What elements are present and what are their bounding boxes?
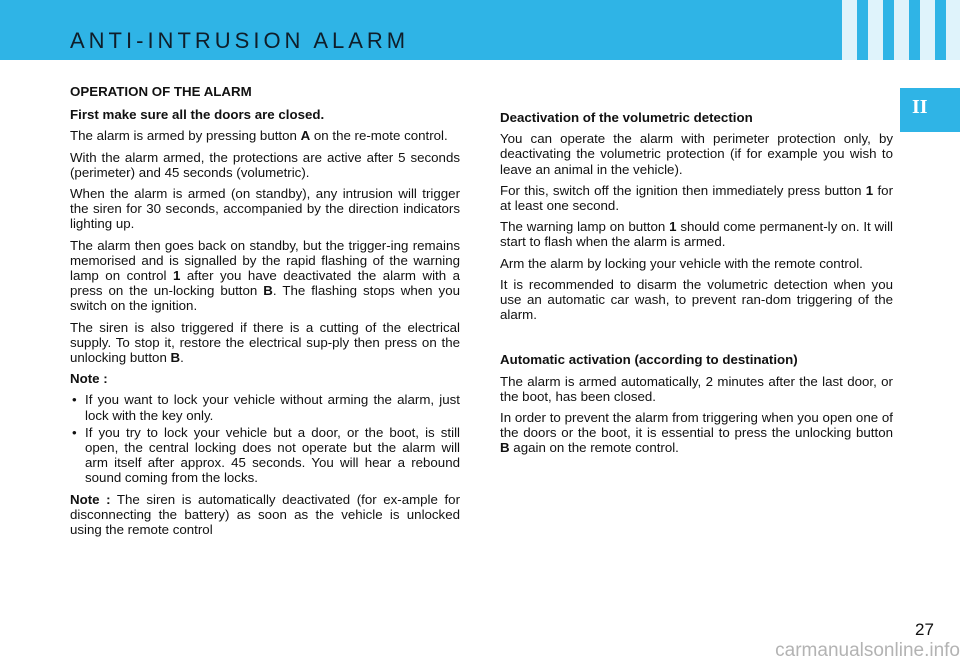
paragraph-warning-lamp: The warning lamp on button 1 should come permanent-ly on. It will start to flash when the alarm is armed.	[500, 219, 893, 250]
header-stripes-decoration	[830, 0, 960, 60]
automatic-heading: Automatic activation (according to destination)	[500, 352, 798, 368]
section-spacer	[500, 328, 893, 352]
operation-subheading: First make sure all the doors are closed.	[70, 107, 325, 123]
section-tab	[900, 88, 960, 132]
right-column	[500, 110, 893, 462]
deactivation-heading: Deactivation of the volumetric detection	[500, 110, 753, 125]
paragraph-perimeter-only: You can operate the alarm with perimeter protection only, by deactivating the volumetric protection (if for example you wish to leave an animal in the vehicle).	[500, 131, 893, 177]
paragraph-press-button: For this, switch off the ignition then immediately press button 1 for at least one second.	[500, 182, 893, 214]
paragraph-power-cut: The siren is also triggered if there is a cutting of the electrical supply. To stop it, restore the electrical sup-ply then press on the unlocking button B.	[70, 319, 460, 366]
paragraph-auto-armed: The alarm is armed automatically, 2 minutes after the last door, or the boot, has been closed.	[500, 373, 893, 404]
paragraph-arming: The alarm is armed by pressing button A on the re-mote control.	[70, 128, 448, 144]
paragraph-standby: The alarm then goes back on standby, but the trigger-ing remains memorised and is signalled by the rapid flashing of the warning lamp on control 1 after you have deactivated the alarm with a press on the un-locking button B. The flashing stops when you switch on the ignition.	[70, 237, 460, 314]
list-item: • If you want to lock your vehicle without arming the alarm, just lock with the key only.	[70, 392, 460, 422]
paragraph-prevent-trigger: In order to prevent the alarm from triggering when you open one of the doors or the boot, it is essential to press the unlocking button B again on the remote control.	[500, 410, 893, 456]
section-tab-label: II	[912, 96, 928, 118]
notes-list	[70, 392, 460, 485]
paragraph-car-wash: It is recommended to disarm the volumetric detection when you use an automatic car wash, to prevent ran-dom triggering of the alarm.	[500, 276, 893, 323]
page-number: 27	[915, 620, 934, 639]
operation-heading: OPERATION OF THE ALARM	[70, 84, 252, 99]
paragraph-protections: With the alarm armed, the protections are active after 5 seconds (perimeter) and 45 seconds (volumetric).	[70, 149, 460, 180]
left-column	[70, 84, 460, 543]
page-title: ANTI-INTRUSION ALARM	[70, 28, 410, 53]
header-bar	[0, 0, 960, 60]
note-label: Note :	[70, 371, 108, 387]
list-item: • If you try to lock your vehicle but a door, or the boot, is still open, the central locking does not operate but the alarm will arm itself after approx. 45 seconds. You will hear a rebound sound coming from the locks.	[70, 425, 460, 486]
paragraph-intrusion: When the alarm is armed (on standby), any intrusion will trigger the siren for 30 seconds, accompanied by the direction indicators lighting up.	[70, 186, 460, 232]
paragraph-final-note: Note : The siren is automatically deactivated (for ex-ample for disconnecting the battery) as soon as the vehicle is unlocked using the remote control	[70, 491, 461, 538]
paragraph-arm-remote: Arm the alarm by locking your vehicle with the remote control.	[500, 255, 863, 271]
watermark: carmanualsonline.info	[775, 640, 960, 661]
